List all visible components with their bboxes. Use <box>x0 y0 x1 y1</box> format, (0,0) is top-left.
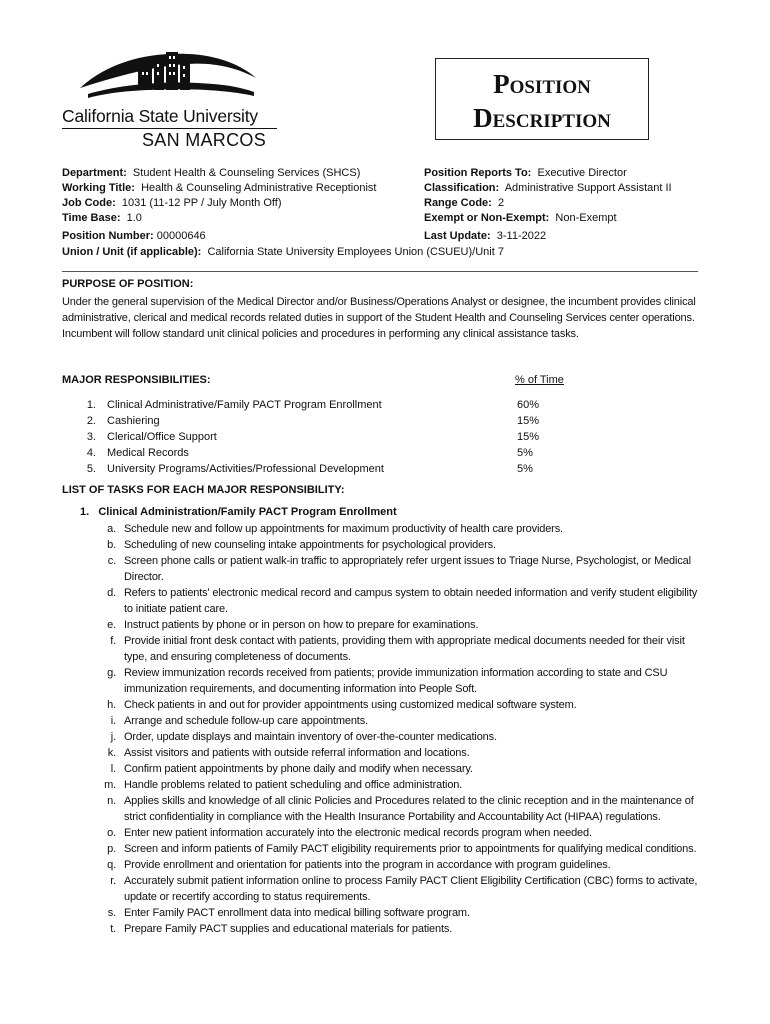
task-item: i. Arrange and schedule follow-up care appointments. <box>110 715 368 727</box>
task-item: o. Enter new patient information accurately into the electronic medical records program when needed. <box>107 827 592 839</box>
task-item: j. Order, update displays and maintain inventory of over-the-counter medications. <box>110 731 497 743</box>
responsibilities-heading: MAJOR RESPONSIBILITIES: <box>62 374 211 386</box>
percent-time-header: % of Time <box>515 374 564 386</box>
tasks-heading: LIST OF TASKS FOR EACH MAJOR RESPONSIBILITY: <box>62 484 345 496</box>
task-item: d. Refers to patients' electronic medical record and campus system to obtain needed information and verify student eligibility to initiate patient care. <box>107 587 698 615</box>
task-item: k. Assist visitors and patients with outside referral information and locations. <box>107 747 470 759</box>
info-department: Department: Student Health & Counseling Services (SHCS) <box>62 167 361 179</box>
title-line-2: Description <box>473 103 611 133</box>
task-item: m. Handle problems related to patient scheduling and office administration. <box>104 779 463 791</box>
info-range-code: Range Code: 2 <box>424 197 505 209</box>
task-item: r. Accurately submit patient information online to process Family PACT Client Eligibility Certification (CBC) forms to activate, update or recertify according to status requirements. <box>110 875 698 903</box>
title-line-1: Position <box>493 69 591 99</box>
task-item: s. Enter Family PACT enrollment data into medical billing software program. <box>107 907 470 919</box>
info-union-unit: Union / Unit (if applicable): California State University Employees Union (CSUEU)/Unit 7 <box>62 246 504 258</box>
position-description-title-box <box>435 58 649 140</box>
university-logo <box>62 44 282 154</box>
info-working-title: Working Title: Health & Counseling Administrative Receptionist <box>62 182 377 194</box>
info-classification: Classification: Administrative Support Assistant II <box>424 182 672 194</box>
task-item: l. Confirm patient appointments by phone daily and modify when necessary. <box>110 763 473 775</box>
section-divider <box>62 271 698 272</box>
task-item: h. Check patients in and out for provider appointments using customized medical software system. <box>107 699 577 711</box>
purpose-text: Under the general supervision of the Medical Director and/or Business/Operations Analyst or designee, the incumbent provides clinical administrative, clerical and medical records related duties in support of the Student Health and Counseling Services center operations. Incumbent will follow standard unit clinical policies and procedures in performing any clinical assistance tasks. <box>62 296 696 340</box>
task-item: n. Applies skills and knowledge of all clinic Policies and Procedures related to the clinic reception and in the maintenance of strict confidentiality in compliance with the Health Insurance Portability and Accountability Act (HIPAA) regulations. <box>107 795 694 823</box>
task-item: c. Screen phone calls or patient walk-in traffic to appropriately refer urgent issues to Triage Nurse, Psychologist, or Medical Director. <box>107 555 691 583</box>
task-item: p. Screen and inform patients of Family PACT eligibility requirements prior to appointments for qualifying medical conditions. <box>107 843 697 855</box>
task-item: g. Review immunization records received from patients; provide immunization information according to state and CSU immunization requirements, and documenting information into People Soft. <box>107 667 668 695</box>
task-list <box>100 521 700 937</box>
info-time-base: Time Base: 1.0 <box>62 212 142 224</box>
task-item: e. Instruct patients by phone or in person on how to prepare for examinations. <box>107 619 479 631</box>
task-item: b. Scheduling of new counseling intake appointments for psychological providers. <box>107 539 496 551</box>
campus-skyline-icon <box>78 44 258 104</box>
task-item: q. Provide enrollment and orientation for patients into the program in accordance with program guidelines. <box>107 859 611 871</box>
info-position-number: Position Number: 00000646 <box>62 230 206 242</box>
purpose-heading: PURPOSE OF POSITION: <box>62 278 194 290</box>
logo-campus-name: SAN MARCOS <box>142 130 267 150</box>
info-reports-to: Position Reports To: Executive Director <box>424 167 627 179</box>
task-item: f. Provide initial front desk contact with patients, providing them with appropriate medical documents needed for their visit type, and ensuring completeness of documents. <box>110 635 685 663</box>
info-job-code: Job Code: 1031 (11-12 PP / July Month Off) <box>62 197 282 209</box>
logo-university-name: California State University <box>62 106 258 126</box>
logo-divider <box>62 128 277 129</box>
info-exempt-status: Exempt or Non-Exempt: Non-Exempt <box>424 212 617 224</box>
info-last-update: Last Update: 3-11-2022 <box>424 230 547 242</box>
task-item: t. Prepare Family PACT supplies and educational materials for patients. <box>110 923 453 935</box>
task-section-heading: 1. Clinical Administration/Family PACT Program Enrollment <box>80 506 397 518</box>
task-item: a. Schedule new and follow up appointments for maximum productivity of health care providers. <box>107 523 563 535</box>
